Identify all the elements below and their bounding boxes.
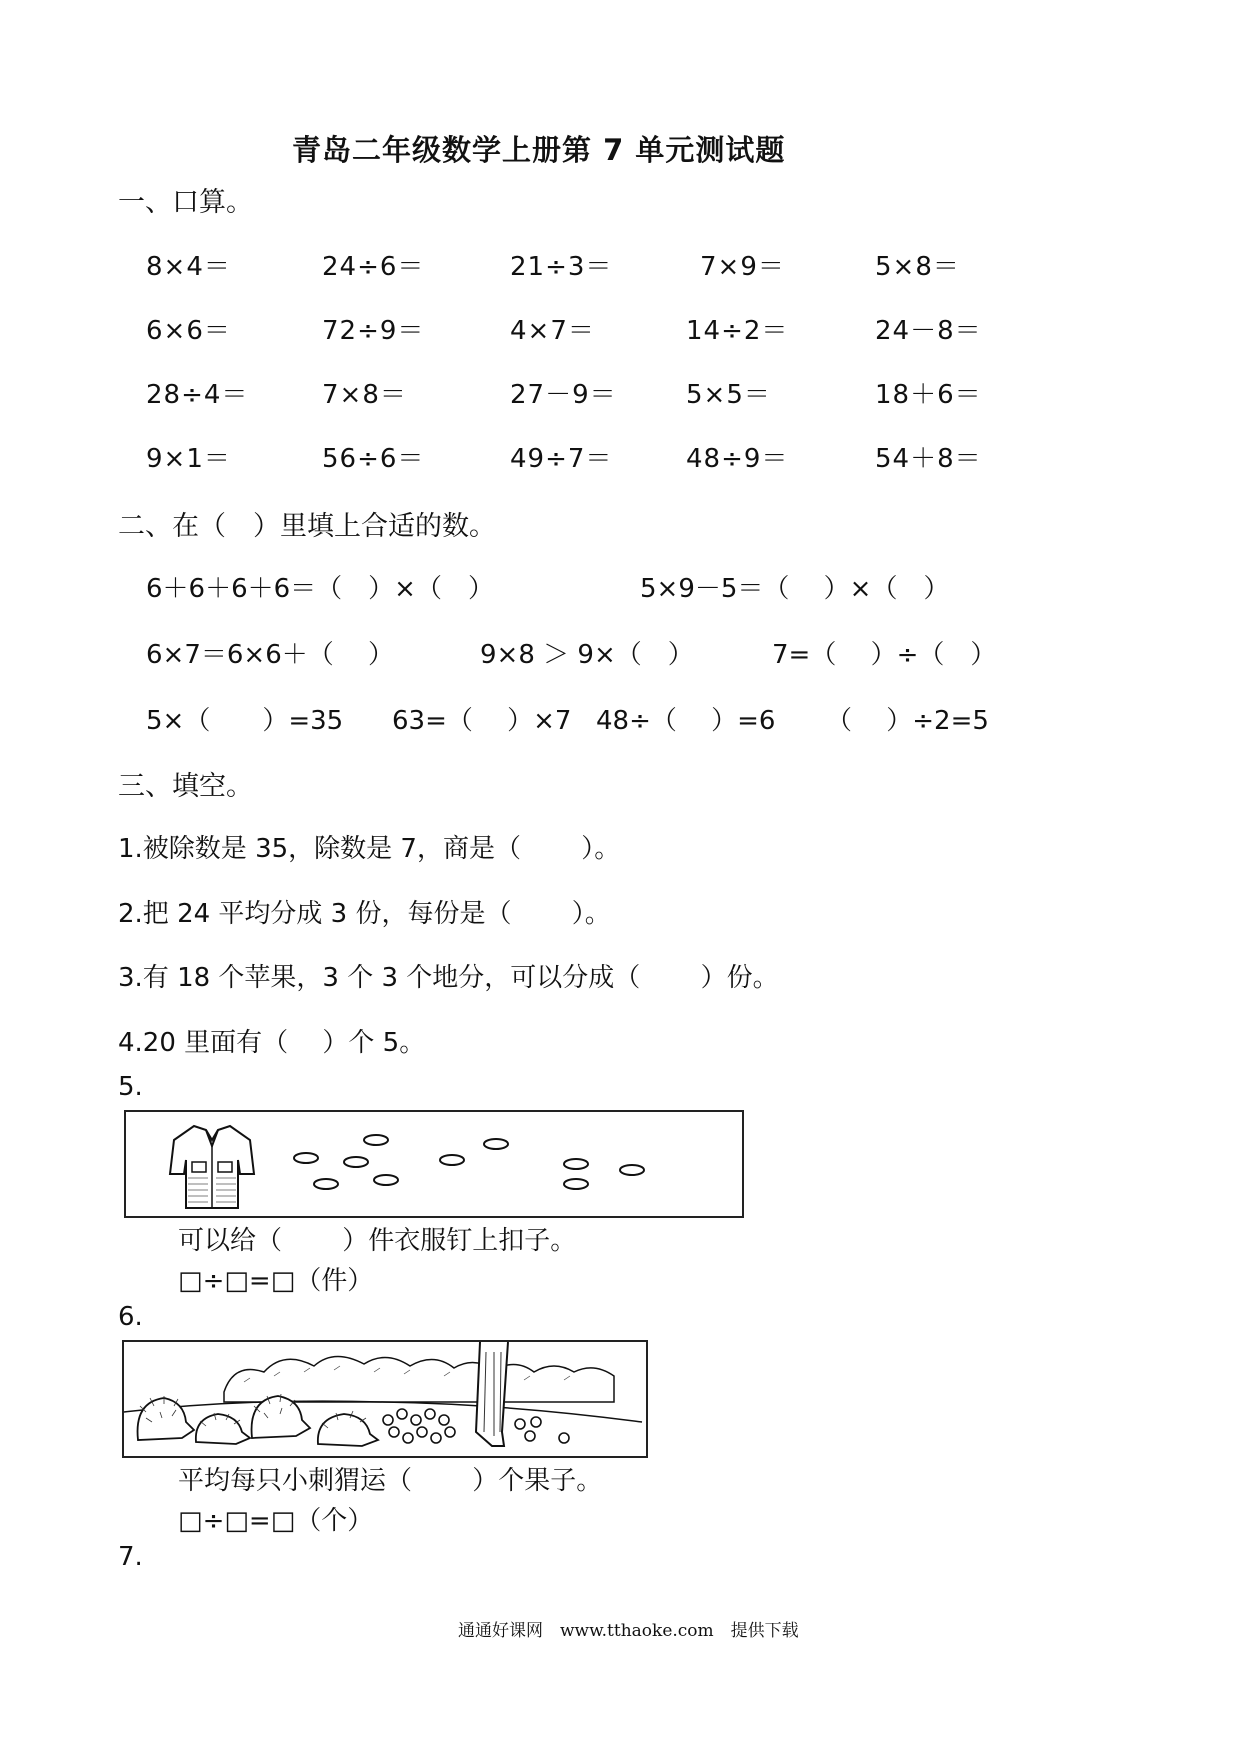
calc-3-3: 27－9＝ [510, 380, 617, 410]
fruit-icon [525, 1431, 535, 1441]
fill-blank-3: 6×7＝6×6＋（ ） [146, 640, 395, 670]
calc-3-2: 7×8＝ [322, 380, 407, 410]
question-6-sentence: 平均每只小刺猬运（ ）个果子。 [178, 1466, 603, 1496]
calc-2-5: 24－8＝ [875, 316, 982, 346]
hedgehog-icon [196, 1414, 250, 1444]
fruit-icon [431, 1433, 441, 1443]
calc-4-1: 9×1＝ [146, 444, 231, 474]
question-2: 2.把 24 平均分成 3 份，每份是（ ）。 [118, 899, 611, 929]
fruit-icon [445, 1427, 455, 1437]
fill-blank-7: 63=（ ）×7 [392, 706, 572, 736]
shirt-buttons-picture [124, 1110, 744, 1218]
calc-3-4: 5×5＝ [686, 380, 771, 410]
fruit-icon [417, 1427, 427, 1437]
hedgehog-icon [318, 1414, 378, 1446]
fill-blank-8: 48÷（ ）=6 [596, 706, 776, 736]
calc-1-5: 5×8＝ [875, 252, 960, 282]
footer-credit: 通通好课网 www.tthaoke.com 提供下载 [458, 1621, 799, 1641]
question-1: 1.被除数是 35，除数是 7，商是（ ）。 [118, 834, 621, 864]
fill-blank-2: 5×9－5＝（ ）×（ ） [640, 574, 950, 604]
section2-heading: 二、在（ ）里填上合适的数。 [118, 511, 496, 542]
button-icon [620, 1165, 644, 1175]
page-title: 青岛二年级数学上册第 7 单元测试题 [292, 133, 786, 167]
fruit-icon [425, 1409, 435, 1419]
button-icon [484, 1139, 508, 1149]
question-6-number: 6. [118, 1302, 143, 1332]
button-icon [344, 1157, 368, 1167]
calc-2-4: 14÷2＝ [686, 316, 789, 346]
fruit-icon [397, 1409, 407, 1419]
calc-3-5: 18＋6＝ [875, 380, 982, 410]
fill-blank-1: 6＋6＋6＋6＝（ ）×（ ） [146, 574, 494, 604]
fruit-icon [439, 1415, 449, 1425]
button-icon [440, 1155, 464, 1165]
fruit-icon [559, 1433, 569, 1443]
calc-1-3: 21÷3＝ [510, 252, 613, 282]
calc-4-2: 56÷6＝ [322, 444, 425, 474]
calc-1-2: 24÷6＝ [322, 252, 425, 282]
calc-3-1: 28÷4＝ [146, 380, 249, 410]
hedgehog-icon [138, 1398, 194, 1440]
calc-4-4: 48÷9＝ [686, 444, 789, 474]
calc-1-1: 8×4＝ [146, 252, 231, 282]
button-icon [294, 1153, 318, 1163]
question-5-formula: □÷□=□（件） [178, 1266, 374, 1296]
buttons-illustration [276, 1118, 736, 1208]
question-3: 3.有 18 个苹果，3 个 3 个地分，可以分成（ ）份。 [118, 963, 779, 993]
hedgehogs-scene [124, 1342, 644, 1454]
button-icon [314, 1179, 338, 1189]
hedgehogs-picture [122, 1340, 648, 1458]
fill-blank-5: 7=（ ）÷（ ） [772, 640, 997, 670]
fruit-icon [531, 1417, 541, 1427]
button-icon [564, 1179, 588, 1189]
question-5-sentence: 可以给（ ）件衣服钉上扣子。 [178, 1226, 577, 1256]
question-5-number: 5. [118, 1072, 143, 1102]
button-icon [564, 1159, 588, 1169]
fruit-icon [389, 1427, 399, 1437]
question-4: 4.20 里面有（ ）个 5。 [118, 1028, 426, 1058]
fill-blank-9: （ ）÷2=5 [826, 706, 989, 736]
question-7-number: 7. [118, 1542, 143, 1572]
button-icon [364, 1135, 388, 1145]
fruit-icon [403, 1433, 413, 1443]
calc-4-3: 49÷7＝ [510, 444, 613, 474]
fruit-icon [383, 1415, 393, 1425]
fruit-icon [515, 1419, 525, 1429]
fill-blank-6: 5×（ ）=35 [146, 706, 344, 736]
calc-2-3: 4×7＝ [510, 316, 595, 346]
fruit-icon [411, 1415, 421, 1425]
calc-2-1: 6×6＝ [146, 316, 231, 346]
calc-2-2: 72÷9＝ [322, 316, 425, 346]
button-icon [374, 1175, 398, 1185]
question-6-formula: □÷□=□（个） [178, 1506, 374, 1536]
section1-heading: 一、口算。 [118, 187, 253, 218]
shirt-illustration [154, 1116, 264, 1212]
fill-blank-4: 9×8 ＞ 9×（ ） [480, 640, 694, 670]
calc-1-4: 7×9＝ [700, 252, 785, 282]
calc-4-5: 54＋8＝ [875, 444, 982, 474]
section3-heading: 三、填空。 [118, 771, 253, 802]
